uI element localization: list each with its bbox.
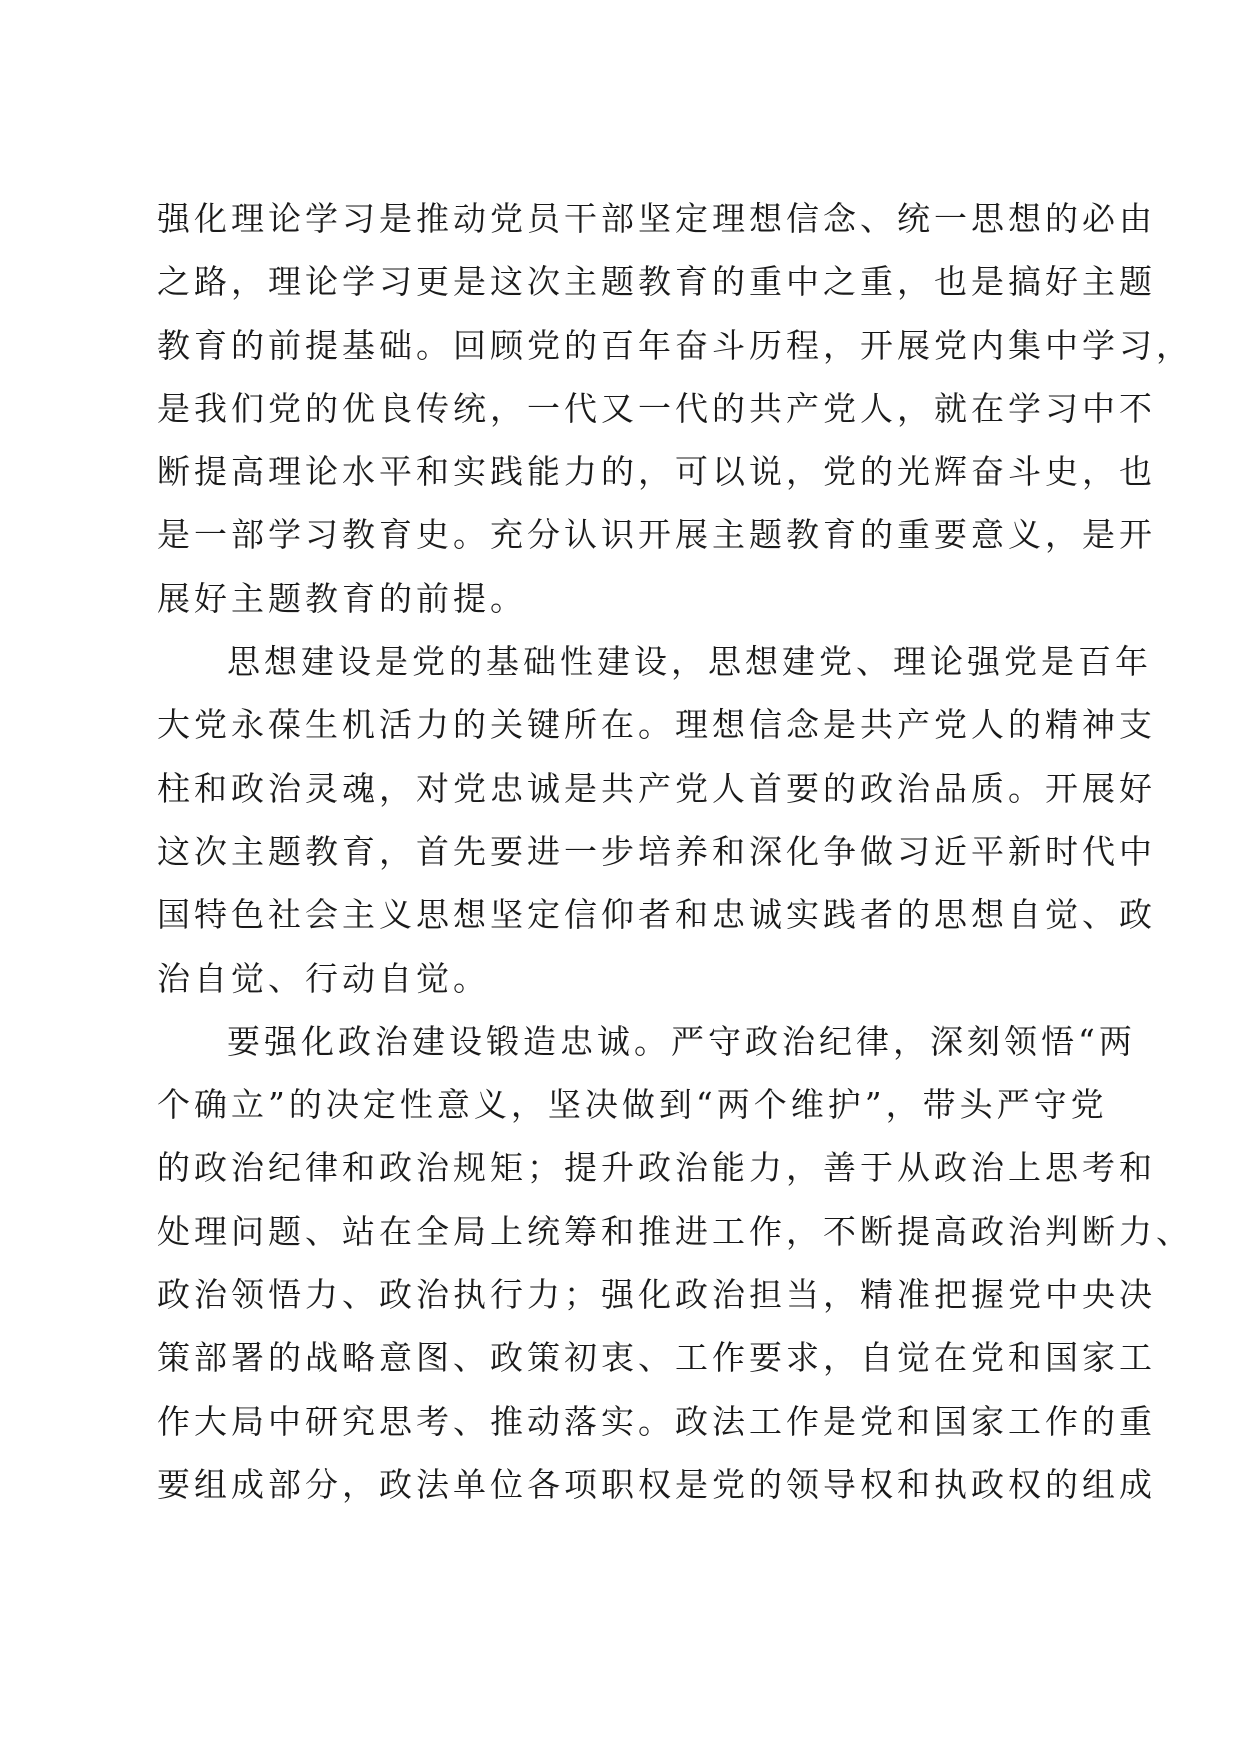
text-line: 国特色社会主义思想坚定信仰者和忠诚实践者的思想自觉、政 [157,895,1156,935]
paragraph-2 [157,630,1156,1010]
text-line: 的政治纪律和政治规矩；提升政治能力，善于从政治上思考和 [157,1148,1156,1188]
text-line: 治自觉、行动自觉。 [157,958,490,998]
text-line: 大党永葆生机活力的关键所在。理想信念是共产党人的精神支 [157,705,1156,745]
text-line: 个确立”的决定性意义，坚决做到“两个维护”，带头严守党 [157,1085,1108,1125]
document-body [157,187,1193,1516]
text-line: 作大局中研究思考、推动落实。政法工作是党和国家工作的重 [157,1401,1156,1441]
paragraph-1 [157,187,1193,630]
text-line: 展好主题教育的前提。 [157,578,527,618]
text-line: 策部署的战略意图、政策初衷、工作要求，自觉在党和国家工 [157,1338,1156,1378]
text-line: 这次主题教育，首先要进一步培养和深化争做习近平新时代中 [157,831,1156,871]
text-line-indented: 思想建设是党的基础性建设，思想建党、理论强党是百年 [227,642,1152,682]
text-line: 是我们党的优良传统，一代又一代的共产党人，就在学习中不 [157,388,1156,428]
text-line: 政治领悟力、政治执行力；强化政治担当，精准把握党中央决 [157,1275,1156,1315]
paragraph-3 [157,1010,1193,1516]
text-line: 之路，理论学习更是这次主题教育的重中之重，也是搞好主题 [157,262,1156,302]
text-line: 处理问题、站在全局上统筹和推进工作，不断提高政治判断力、 [157,1211,1193,1251]
text-line: 要组成部分，政法单位各项职权是党的领导权和执政权的组成 [157,1464,1156,1504]
text-line: 柱和政治灵魂，对党忠诚是共产党人首要的政治品质。开展好 [157,768,1156,808]
text-line: 教育的前提基础。回顾党的百年奋斗历程，开展党内集中学习， [157,325,1193,365]
text-line: 强化理论学习是推动党员干部坚定理想信念、统一思想的必由 [157,199,1156,238]
text-line-indented: 要强化政治建设锻造忠诚。严守政治纪律，深刻领悟“两 [227,1021,1136,1061]
text-line: 断提高理论水平和实践能力的，可以说，党的光辉奋斗史，也 [157,452,1156,492]
text-line: 是一部学习教育史。充分认识开展主题教育的重要意义，是开 [157,515,1156,555]
